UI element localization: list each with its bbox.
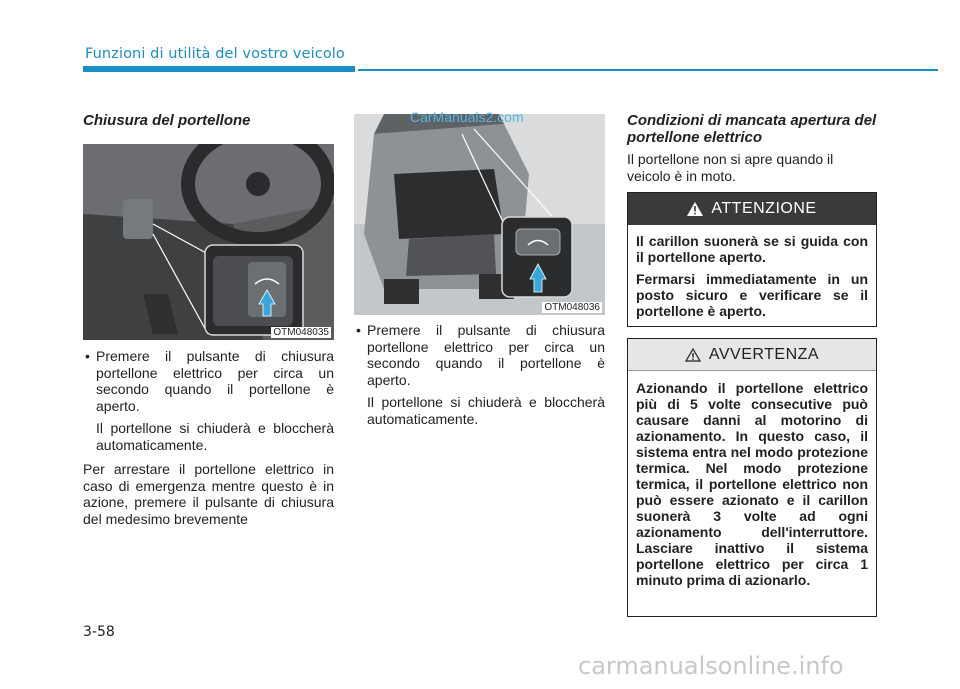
page-number: 3-58 — [83, 624, 115, 640]
instruction-followup: Il portellone si chiuderà e bloccherà automaticamente. — [367, 394, 605, 427]
instruction-bullet: • Premere il pulsante di chiusura portellone elettrico per circa un secondo quando il portellone è aperto. — [83, 348, 334, 414]
notice-title: AVVERTENZA — [708, 345, 820, 363]
section-title: Funzioni di utilità del vostro veicolo — [85, 46, 345, 62]
warning-triangle-icon — [687, 202, 703, 216]
figure-code: OTM048035 — [273, 327, 329, 338]
caution-box — [627, 192, 877, 327]
caution-title: ATTENZIONE — [711, 200, 817, 217]
instruction-bullet: • Premere il pulsante di chiusura portellone elettrico per circa un secondo quando il portellone è aperto. — [354, 322, 605, 388]
column-right — [627, 108, 877, 184]
caution-line: Fermarsi immediatamente in un posto sicuro e verificare se il portellone è aperto. — [636, 271, 868, 319]
header-accent-bar — [83, 66, 355, 72]
emergency-stop-paragraph: Per arrestare il portellone elettrico in caso di emergenza mentre questo è in azione, premere il pulsante di chiusura del medesimo brevemente — [83, 461, 334, 527]
site-watermark: CarManuals2.com — [410, 109, 524, 125]
caution-body — [628, 225, 876, 327]
figure-tailgate-button — [354, 114, 605, 315]
footer-watermark: carmanualsonline.info — [578, 652, 844, 680]
column-left — [83, 108, 334, 527]
no-opening-paragraph: Il portellone non si apre quando il veicolo è in moto. — [627, 151, 834, 184]
notice-header — [628, 339, 876, 371]
instruction-followup: Il portellone si chiuderà e bloccherà automaticamente. — [96, 420, 334, 453]
notice-box — [627, 338, 877, 617]
dashboard-illustration — [83, 144, 334, 340]
heading-tailgate-closing: Chiusura del portellone — [83, 112, 251, 129]
notice-body — [628, 371, 876, 596]
caution-header — [628, 193, 876, 225]
figure-code: OTM048036 — [544, 302, 600, 313]
warning-triangle-outline-icon — [685, 348, 701, 362]
column-middle — [354, 108, 605, 427]
caution-line: Il carillon suonerà se si guida con il portellone aperto. — [636, 233, 868, 265]
heading-no-opening-conditions: Condizioni di mancata apertura del portellone elettrico — [627, 112, 877, 146]
header-rule — [358, 69, 938, 71]
notice-text: Azionando il portellone elettrico più di 5 volte consecutive può causare danni al motorino di azionamento. In questo caso, il sistema entra nel modo protezione termica. Nel modo protezione termica, il portellone elettrico non può essere azionato e il carillon suonerà 3 volte ad ogni azionamento dell'interruttore. Lasciare inattivo il sistema portellone elettrico per circa 1 minuto prima di azionarlo. — [636, 380, 868, 588]
figure-dashboard-button — [83, 144, 334, 340]
tailgate-illustration — [354, 114, 605, 315]
